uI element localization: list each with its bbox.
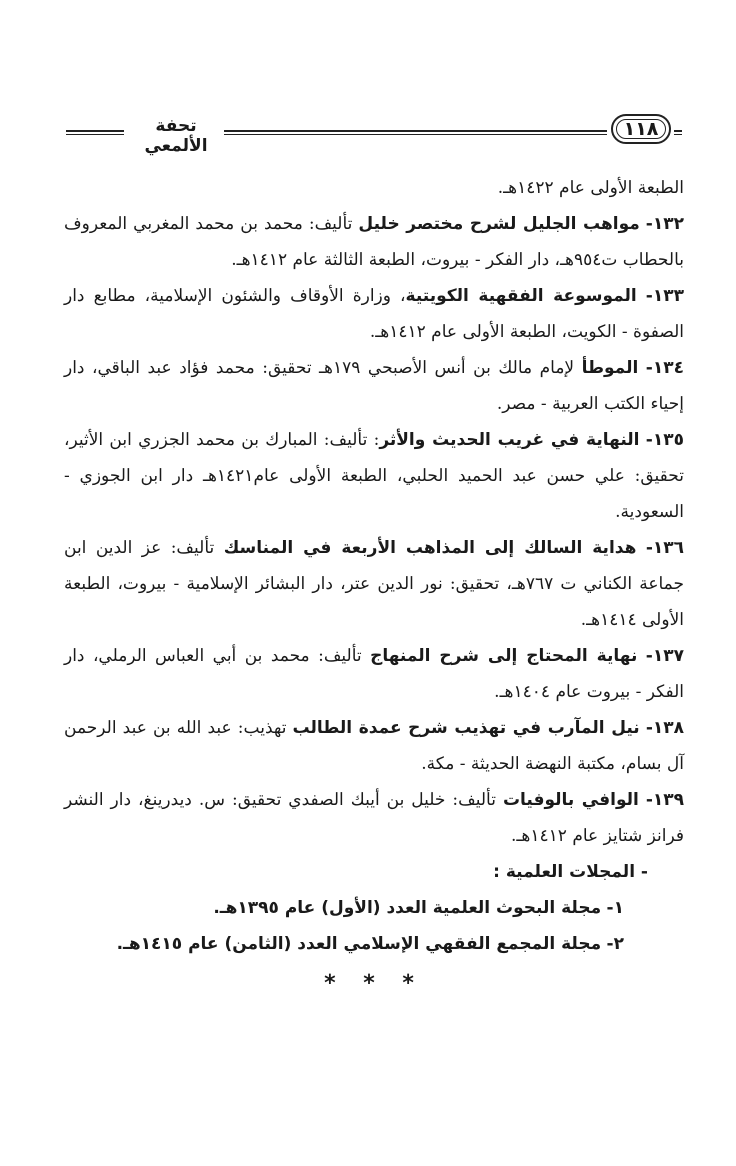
- end-ornament-stars: * * *: [324, 971, 424, 996]
- entry-text: تأليف: عز الدين ابن جماعة الكناني ت ٧٦٧هـ، تحقيق: نور الدين عتر، دار البشائر الإسلامية - بيروت، الطبعة الأولى ١٤١٤هـ.: [64, 538, 684, 630]
- bibliography-entry: [64, 206, 684, 278]
- journal-text: مجلة المجمع الفقهي الإسلامي العدد (الثامن) عام ١٤١٥هـ.: [116, 934, 602, 954]
- entry-text: تأليف: محمد بن محمد المغربي المعروف بالحطاب ت٩٥٤هـ، دار الفكر - بيروت، الطبعة الثالثة عام ١٤١٢هـ.: [64, 214, 684, 270]
- entry-number: ١٣٩-: [645, 790, 685, 810]
- bibliography-entry: [64, 530, 684, 638]
- bibliography-entry: [64, 422, 684, 530]
- journal-entry: [64, 926, 684, 962]
- journal-text: مجلة البحوث العلمية العدد (الأول) عام ١٣٩٥هـ.: [213, 898, 602, 918]
- entry-text: : تأليف: المبارك بن محمد الجزري ابن الأثير، تحقيق: علي حسن عبد الحميد الحلبي، الطبعة الأولى عام١٤٢١هـ دار ابن الجوزي - السعودية.: [64, 430, 684, 522]
- journal-number: ١-: [606, 898, 624, 918]
- entry-number: ١٣٨-: [645, 718, 685, 738]
- header-rule-right: [674, 130, 682, 135]
- entry-title: نهاية المحتاج إلى شرح المنهاج: [370, 646, 638, 666]
- entry-title: النهاية في غريب الحديث والأثر: [379, 430, 640, 450]
- entry-text: تأليف: خليل بن أيبك الصفدي تحقيق: س. ديدرينغ، دار النشر فرانز شتايز عام ١٤١٢هـ.: [64, 790, 684, 846]
- journal-number: ٢-: [606, 934, 624, 954]
- entry-number: ١٣٦-: [645, 538, 685, 558]
- entry-number: ١٣٤-: [645, 358, 684, 378]
- bibliography-entry: [64, 710, 684, 782]
- header-rule-left: [66, 130, 124, 135]
- section-heading-journals: - المجلات العلمية :: [493, 862, 648, 882]
- entry-title: الموطأ: [581, 358, 639, 378]
- entry-title: الموسوعة الفقهية الكويتية: [405, 286, 637, 306]
- entry-number: ١٣٥-: [645, 430, 684, 450]
- entry-number: ١٣٢-: [645, 214, 684, 234]
- entry-title: هداية السالك إلى المذاهب الأربعة في المناسك: [223, 538, 637, 558]
- bibliography-entry: [64, 638, 684, 710]
- bibliography-entry: [64, 782, 684, 854]
- entry-title: نيل المآرب في تهذيب شرح عمدة الطالب: [292, 718, 640, 738]
- entry-text: تهذيب: عبد الله بن عبد الرحمن آل بسام، مكتبة النهضة الحديثة - مكة.: [64, 718, 684, 774]
- bibliography-entry: [64, 278, 684, 350]
- bibliography-entry: [64, 350, 684, 422]
- journal-entry: [64, 890, 684, 926]
- entry-title: مواهب الجليل لشرح مختصر خليل: [358, 214, 640, 234]
- header-rule-middle: [224, 130, 607, 135]
- entry-number: ١٣٣-: [645, 286, 684, 306]
- entry-text: الطبعة الأولى عام ١٤٢٢هـ.: [497, 178, 684, 198]
- entry-continuation: [64, 170, 684, 206]
- page-number: ١١٨: [611, 114, 671, 144]
- entry-text: تأليف: محمد بن أبي العباس الرملي، دار الفكر - بيروت عام ١٤٠٤هـ.: [64, 646, 684, 702]
- running-title: تحفة الألمعي: [144, 116, 208, 156]
- entry-title: الوافي بالوفيات: [502, 790, 639, 810]
- entry-text: لإمام مالك بن أنس الأصبحي ١٧٩هـ تحقيق: محمد فؤاد عبد الباقي، دار إحياء الكتب العربية - مصر.: [64, 358, 684, 414]
- running-header: [66, 114, 682, 156]
- entry-text: ، وزارة الأوقاف والشئون الإسلامية، مطابع دار الصفوة - الكويت، الطبعة الأولى عام ١٤١٢هـ.: [64, 286, 684, 342]
- entry-number: ١٣٧-: [645, 646, 684, 666]
- page-body: [64, 170, 684, 1002]
